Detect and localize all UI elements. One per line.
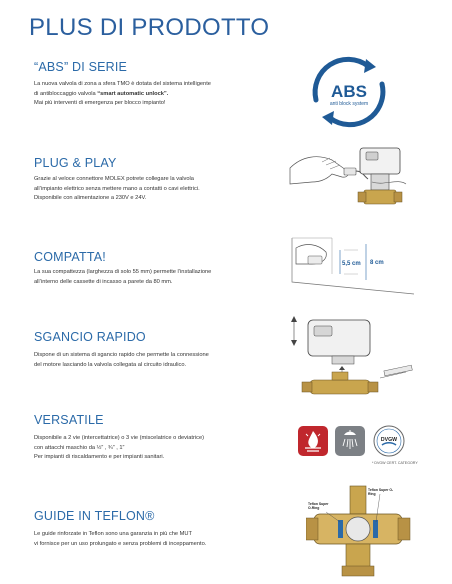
text-line: Disponibile a 2 vie (intercettatrice) o 3 vie (miscelatrice o deviatrice) (34, 435, 205, 441)
text-line: del motore lasciando la valvola collegata al circuito idraulico. (34, 361, 187, 368)
dimension-depth: 8 cm (370, 260, 384, 266)
emphasis-text: “smart automatic unlock”. (97, 90, 169, 97)
teflon-label-right: Teflon Super O-Ring (368, 488, 394, 496)
section-text-versatile (34, 434, 204, 463)
valve-motor-release-illustration (288, 312, 418, 408)
section-heading-sgancio: SGANCIO RAPIDO (34, 330, 146, 344)
text-line: Disponibile con alimentazione a 230V e 24V. (34, 195, 147, 201)
section-text-sgancio (34, 351, 209, 370)
section-text-plug-play (34, 175, 200, 204)
text-line: Per impianti di riscaldamento e per impianti sanitari. (34, 454, 165, 460)
shower-icon (335, 426, 365, 456)
teflon-valve-illustration (306, 482, 416, 580)
text-line: vi fornisce per un uso prolungato e senza problemi di inceppamento. (34, 540, 207, 547)
dvgw-caption: * DVGW CERT. CATEGORY (372, 461, 418, 465)
abs-logo (306, 56, 392, 128)
abs-logo-subtext: anti block system (329, 101, 369, 107)
text-line: La nuova valvola di zona a sfera TMO è dotata del sistema intelligente (34, 81, 211, 87)
text-line: Le guide rinforzate in Teflon sono una garanzia in più che MUT (34, 531, 192, 537)
abs-logo-text: ABS (331, 82, 367, 101)
section-heading-compatta: COMPATTA! (34, 250, 106, 264)
page-title: PLUS DI PRODOTTO (29, 14, 270, 41)
section-text-teflon (34, 530, 206, 549)
section-text-abs (34, 80, 211, 109)
text-line (34, 90, 211, 100)
dvgw-badge-text: DVGW (380, 437, 398, 443)
text-line: Grazie al veloce connettore MOLEX potrete collegare la valvola (34, 176, 194, 182)
text-line: La sua compattezza (larghezza di solo 55 mm) permette l’installazione (34, 269, 212, 275)
teflon-label-left: Teflon Super O-Ring (308, 502, 329, 510)
hand-plug-connector-illustration (288, 138, 416, 218)
heating-icon (298, 426, 328, 456)
section-heading-versatile: VERSATILE (34, 413, 104, 427)
section-text-compatta (34, 268, 211, 287)
wall-box-illustration (284, 234, 416, 298)
text-line: Dispone di un sistema di sgancio rapido che permette la connessione (34, 352, 209, 358)
section-heading-plug-play: PLUG & PLAY (34, 156, 117, 170)
section-heading-abs: “ABS” DI SERIE (34, 60, 128, 74)
text-line: all’impianto elettrico senza mettere mano a contatti o cavi elettrici. (34, 185, 200, 192)
dvgw-badge (372, 424, 406, 458)
text-line-part: di antibloccaggio valvola (34, 90, 98, 97)
text-line: all’interno delle cassette di incasso a parete da 80 mm. (34, 278, 173, 285)
section-heading-teflon: GUIDE IN TEFLON® (34, 509, 155, 523)
text-line: con attacchi maschio da ½” , ¾” , 1” (34, 444, 125, 451)
text-line: Mai più interventi di emergenza per blocco impianto! (34, 100, 166, 106)
dimension-width: 5,5 cm (342, 261, 361, 267)
